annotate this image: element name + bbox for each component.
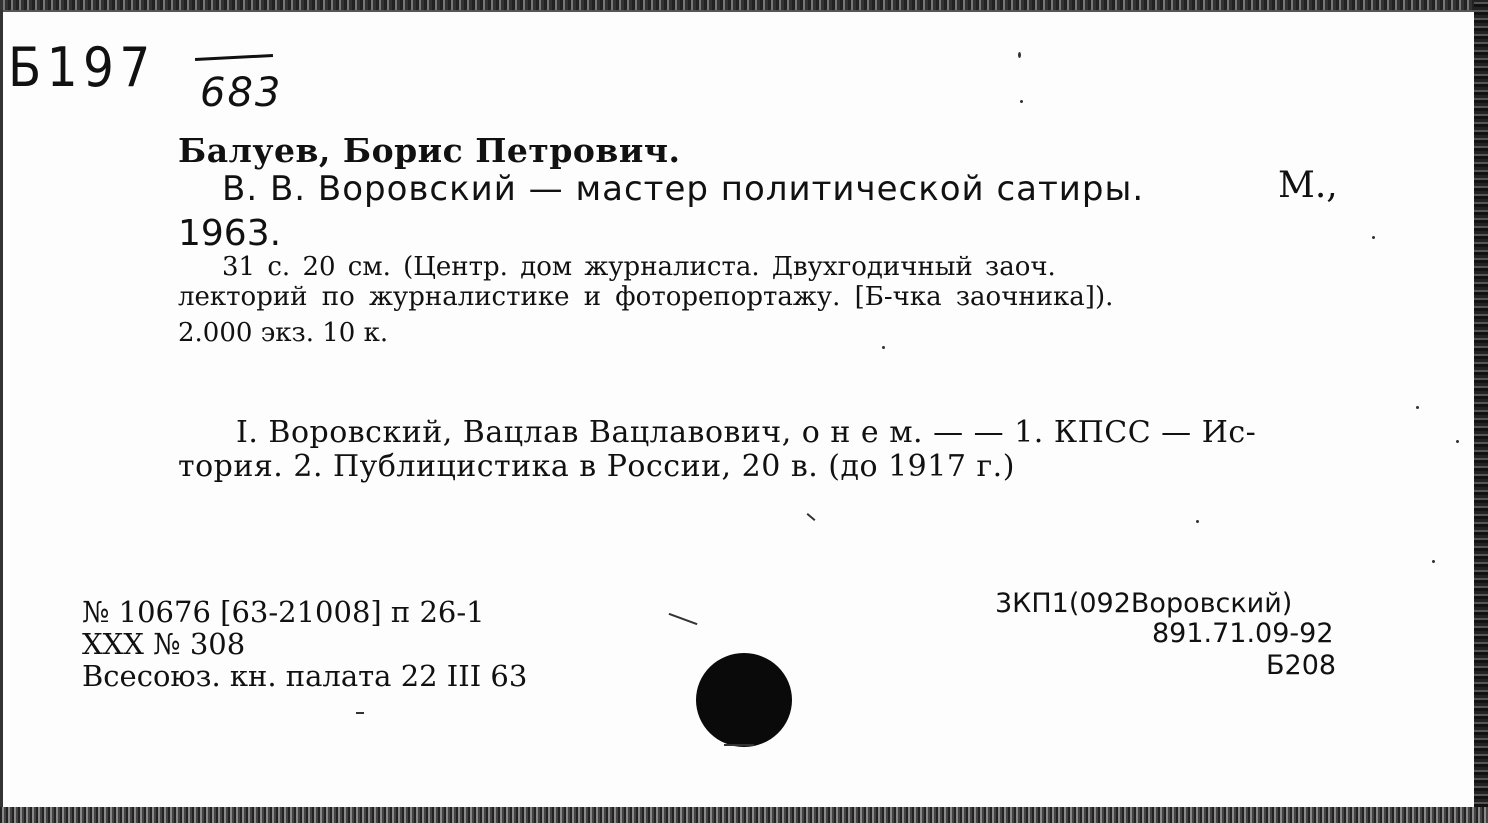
dust-speck — [724, 744, 754, 746]
handwritten-sub-number: 683 — [200, 70, 283, 116]
dust-speck — [356, 712, 364, 714]
handwritten-call-number: Б197 — [8, 36, 156, 99]
dust-speck — [1456, 440, 1459, 443]
dust-speck — [1018, 52, 1021, 58]
publication-year: 1963. — [178, 213, 282, 254]
subject-headings-line-2: тория. 2. Публицистика в России, 20 в. (до 1917 г.) — [178, 449, 1015, 484]
collation-line-1: 31 с. 20 см. (Центр. дом журналиста. Двухгодичный заоч. — [222, 252, 1056, 282]
dust-speck — [1372, 236, 1375, 239]
handwritten-overline — [195, 54, 273, 61]
dust-speck — [1196, 520, 1199, 523]
dust-speck — [882, 346, 885, 349]
card-top-line — [0, 10, 1488, 12]
classification-line-3: Б208 — [1266, 650, 1337, 681]
registry-line-3: Всесоюз. кн. палата 22 III 63 — [82, 659, 528, 693]
dust-speck — [1020, 100, 1023, 103]
dust-speck — [807, 513, 816, 521]
registry-line-2: ХХХ № 308 — [82, 627, 246, 661]
registry-line-1: № 10676 [63-21008] п 26-1 — [82, 595, 485, 629]
card-left-edge — [0, 0, 3, 823]
subject-headings-line-1: I. Воровский, Вацлав Вацлавович, о н е м. — — 1. КПСС — Ис- — [236, 415, 1257, 450]
classification-line-1: 3КП1(092Воровский) — [995, 588, 1293, 619]
book-title: В. В. Воровский — мастер политической сатиры. — [222, 169, 1145, 209]
classification-line-2: 891.71.09-92 — [1152, 618, 1334, 649]
author-heading: Балуев, Борис Петрович. — [178, 131, 681, 170]
dust-speck — [1432, 560, 1435, 563]
card-bottom-edge — [0, 807, 1488, 823]
dust-speck — [1416, 406, 1419, 409]
collation-line-2: лекторий по журналистике и фоторепортажу. [Б-чка заочника]). — [178, 282, 1114, 312]
card-top-edge — [0, 0, 1488, 10]
collation-line-3: 2.000 экз. 10 к. — [178, 318, 389, 348]
dust-speck — [669, 613, 698, 625]
card-right-edge — [1474, 0, 1488, 823]
punch-hole — [696, 653, 792, 747]
publication-place: М., — [1278, 165, 1338, 206]
